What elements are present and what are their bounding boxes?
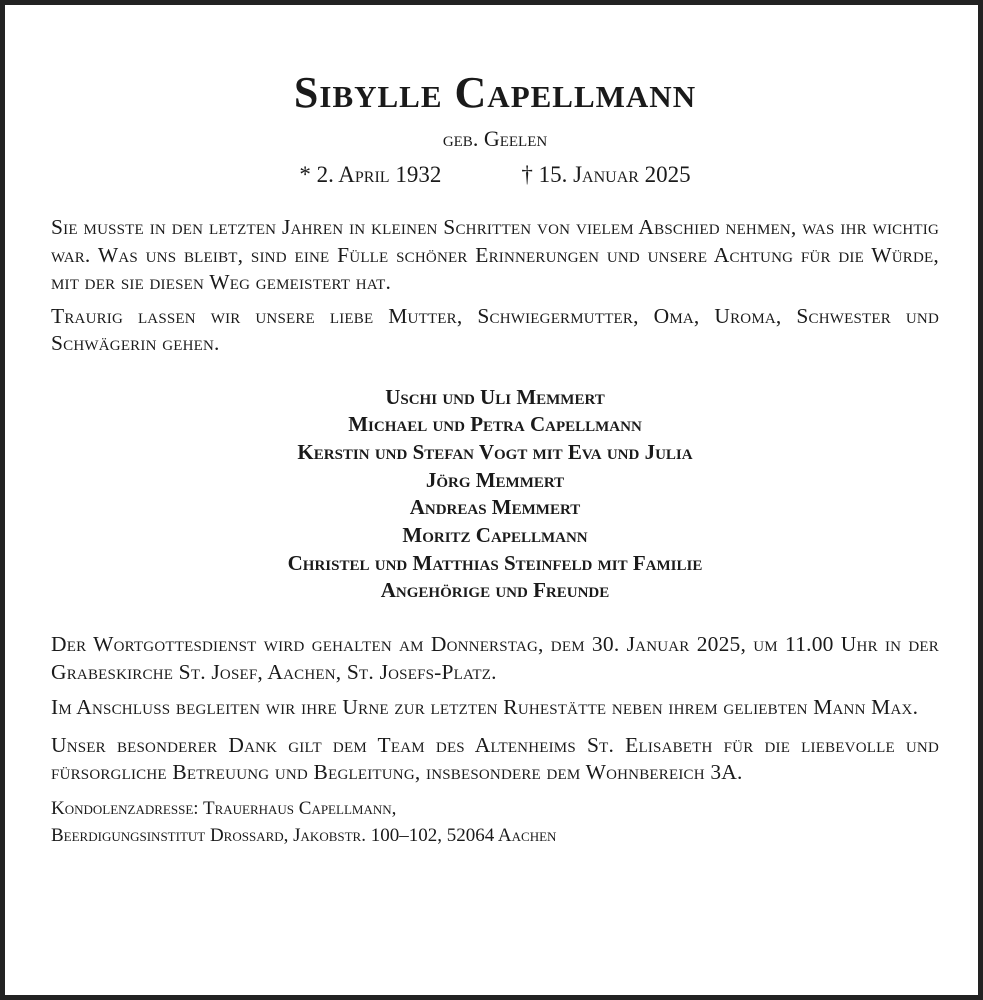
life-dates — [51, 160, 939, 190]
service-paragraph: Der Wortgottesdienst wird gehalten am Donnerstag, dem 30. Januar 2025, um 11.00 Uhr in der Grabeskirche St. Josef, Aachen, St. Josefs-Platz. — [51, 632, 939, 684]
thanks-paragraph: Unser besonderer Dank gilt dem Team des Altenheims St. Elisabeth für die liebevolle und fürsorgliche Betreuung und Begleitung, insbesondere dem Wohnbereich 3A. — [51, 732, 939, 785]
mourner-item: Angehörige und Freunde — [380, 578, 610, 603]
intro-paragraph: Sie musste in den letzten Jahren in kleinen Schritten von vielem Abschied nehmen, was ihr wichtig war. Was uns bleibt, sind eine Fülle schöner Erinnerungen und unsere Achtung für die Würde, mit der sie diesen Weg gemeistert hat. — [51, 215, 939, 294]
mourner-item: Kerstin und Stefan Vogt mit Eva und Julia — [297, 439, 693, 464]
condolence-address — [51, 795, 939, 849]
mourner-item: Moritz Capellmann — [402, 523, 588, 548]
mourner-item: Andreas Memmert — [409, 495, 581, 520]
mourners-list — [51, 384, 939, 606]
mourner-item: Jörg Memmert — [425, 467, 565, 492]
mourner-item: Michael und Petra Capellmann — [348, 412, 642, 437]
maiden-name: geb. Geelen — [442, 126, 548, 151]
obituary-content — [51, 65, 939, 849]
deceased-name: Sibylle Capellmann — [293, 68, 697, 117]
birth-date: * 2. April 1932 — [299, 162, 442, 187]
grief-paragraph: Traurig lassen wir unsere liebe Mutter, Schwiegermutter, Oma, Uroma, Schwester und Schwägerin gehen. — [51, 303, 939, 355]
condolence-line: Beerdigungsinstitut Drossard, Jakobstr. 100–102, 52064 Aachen — [51, 824, 557, 846]
condolence-line: Kondolenzadresse: Trauerhaus Capellmann, — [51, 797, 397, 819]
death-date: † 15. Januar 2025 — [521, 162, 691, 187]
mourner-item: Uschi und Uli Memmert — [385, 384, 605, 409]
mourner-item: Christel und Matthias Steinfeld mit Familie — [287, 550, 703, 575]
burial-paragraph: Im Anschluss begleiten wir ihre Urne zur letzten Ruhestätte neben ihrem geliebten Mann Max. — [51, 695, 919, 720]
